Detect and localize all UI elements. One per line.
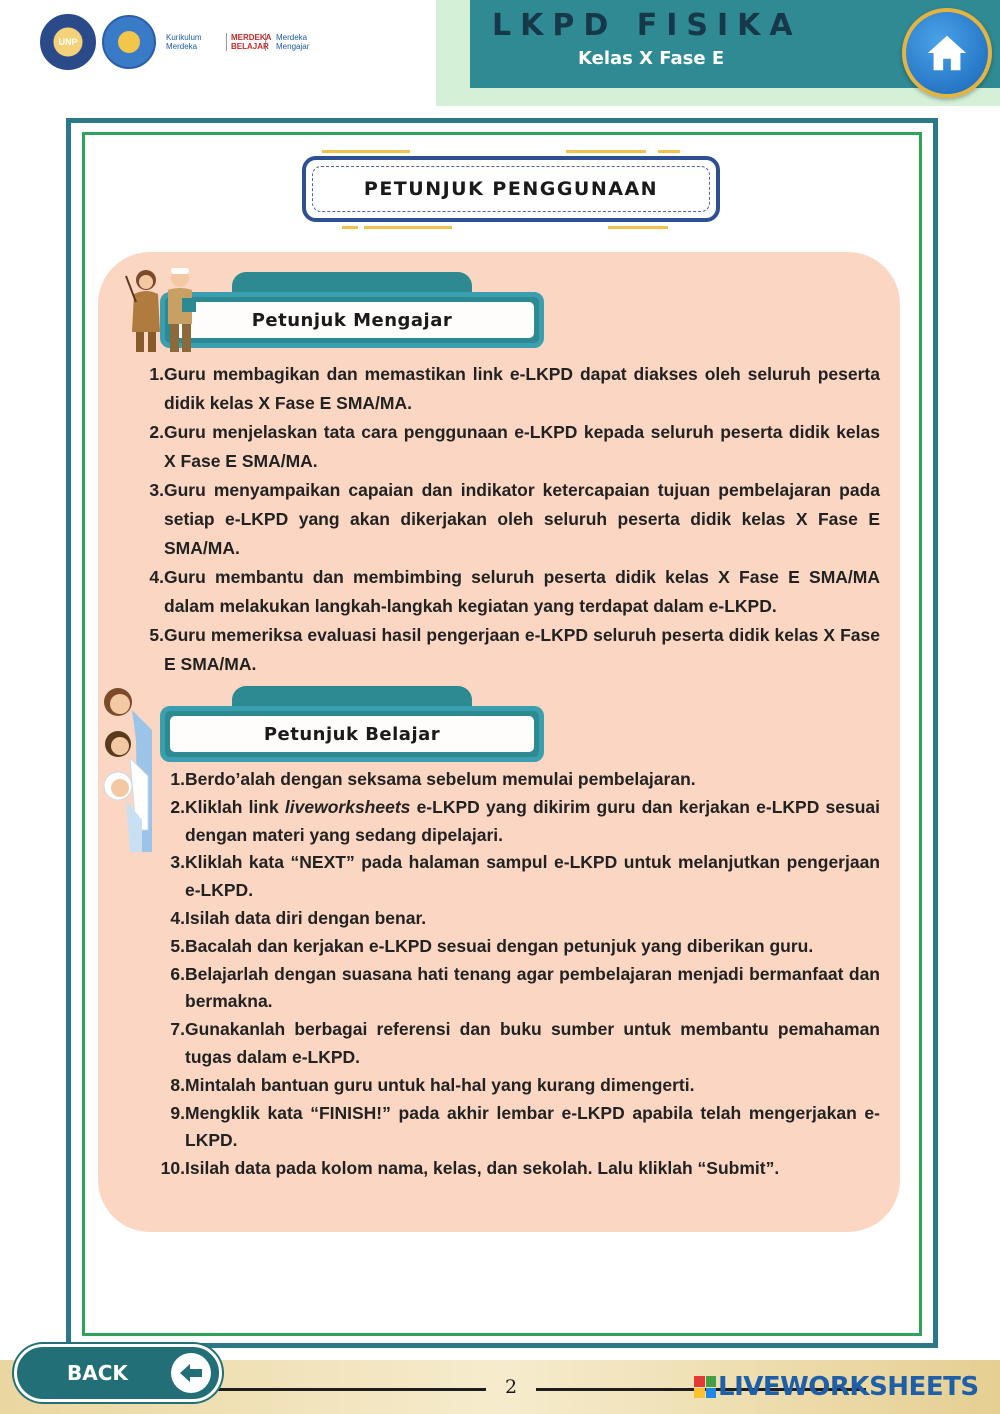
liveworksheets-cube-icon bbox=[694, 1376, 716, 1398]
list-item-text: Berdo’alah dengan seksama sebelum memulai pembelajaran. bbox=[185, 769, 696, 789]
learning-section-title: Petunjuk Belajar bbox=[263, 723, 441, 745]
list-item-text-part: e-LKPD yang dikirim guru dan kerjakan e-LKPD sesuai dengan materi yang sedang dipelajari. bbox=[185, 796, 880, 845]
list-item-text: Kliklah kata “NEXT” pada halaman sampul e-LKPD untuk melanjutkan pengerjaan e-LKPD. bbox=[185, 852, 880, 901]
page-number: 2 bbox=[504, 1376, 518, 1398]
list-item-number: 3. bbox=[170, 852, 185, 873]
back-button-label: BACK bbox=[67, 1361, 128, 1385]
teaching-section-label bbox=[160, 292, 544, 348]
list-item-text: Guru membantu dan membimbing seluruh peserta didik kelas X Fase E SMA/MA dalam melakukan langkah-langkah kegiatan yang terdapat dalam e-LKPD. bbox=[164, 567, 880, 616]
list-item-number: 7. bbox=[170, 1019, 185, 1040]
list-item-text: Gunakanlah berbagai referensi dan buku sumber untuk membantu pemahaman tugas dalam e-LKPD. bbox=[185, 1019, 880, 1067]
list-item bbox=[150, 1016, 880, 1072]
title-ornament-line bbox=[342, 226, 358, 229]
list-item-text: Isilah data diri dengan benar. bbox=[185, 907, 427, 928]
list-item-number: 1. bbox=[149, 364, 164, 384]
list-item bbox=[150, 933, 880, 961]
back-button[interactable] bbox=[14, 1344, 222, 1402]
list-item-number: 5. bbox=[149, 625, 164, 645]
list-item-number: 8. bbox=[170, 1074, 185, 1095]
merdeka-mengajar-logo: Merdeka Mengajar bbox=[276, 33, 310, 51]
title-ornament-line bbox=[364, 226, 452, 229]
list-item-number: 5. bbox=[170, 935, 185, 956]
title-ornament-line bbox=[566, 150, 646, 153]
title-ornament-line bbox=[658, 150, 680, 153]
teachers-illustration bbox=[118, 262, 208, 354]
list-item-text: Mintalah bantuan guru untuk hal-hal yang kurang dimengerti. bbox=[185, 1074, 695, 1095]
header-subtitle: Kelas X Fase E bbox=[578, 48, 725, 69]
list-item-text: Guru menyampaikan capaian dan indikator ketercapaian tujuan pembelajaran pada setiap e-LKPD yang akan dikerjakan oleh seluruh peserta didik kelas X Fase E SMA/MA. bbox=[164, 480, 880, 558]
home-icon bbox=[924, 30, 970, 76]
page-title-box bbox=[302, 156, 720, 222]
page-title: PETUNJUK PENGGUNAAN bbox=[363, 178, 659, 200]
list-item bbox=[150, 849, 880, 905]
list-item bbox=[150, 794, 880, 850]
list-item-text: Belajarlah dengan suasana hati tenang agar pembelajaran menjadi bermanfaat dan bermakna. bbox=[185, 963, 880, 1012]
list-item-text: Guru menjelaskan tata cara penggunaan e-LKPD kepada seluruh peserta didik kelas X Fase E SMA/MA. bbox=[164, 422, 880, 471]
list-item bbox=[150, 1072, 880, 1100]
list-item bbox=[150, 1155, 880, 1183]
merdeka-belajar-logo: MERDEKA BELAJAR bbox=[226, 33, 266, 51]
list-item-number: 4. bbox=[149, 567, 164, 587]
list-item-number: 6. bbox=[170, 963, 185, 984]
liveworksheets-logo[interactable] bbox=[694, 1372, 979, 1402]
kemendikbud-logo bbox=[102, 15, 156, 69]
list-item bbox=[140, 476, 880, 563]
teaching-instructions-list bbox=[140, 360, 880, 679]
title-ornament-line bbox=[322, 150, 410, 153]
list-item-text: Mengklik kata “FINISH!” pada akhir lembar e-LKPD apabila telah mengerjakan e-LKPD. bbox=[185, 1102, 880, 1151]
kurikulum-merdeka-logo: Kurikulum Merdeka bbox=[166, 33, 202, 51]
list-item-text-part: Kliklah link bbox=[185, 796, 285, 817]
list-item bbox=[140, 621, 880, 679]
list-item-number: 2. bbox=[170, 796, 185, 817]
list-item-number: 1. bbox=[170, 769, 185, 789]
list-item bbox=[140, 563, 880, 621]
list-item-number: 3. bbox=[149, 480, 164, 500]
list-item-text: Bacalah dan kerjakan e-LKPD sesuai dengan petunjuk yang diberikan guru. bbox=[185, 935, 814, 956]
learning-section-label bbox=[160, 706, 544, 762]
list-item-text: Guru membagikan dan memastikan link e-LKPD dapat diakses oleh seluruh peserta didik kelas X Fase E SMA/MA. bbox=[164, 364, 880, 413]
learning-label-inner bbox=[170, 716, 534, 752]
teaching-label-inner bbox=[170, 302, 534, 338]
teaching-section-title: Petunjuk Mengajar bbox=[251, 309, 453, 331]
title-ornament-line bbox=[608, 226, 668, 229]
list-item-text: Isilah data pada kolom nama, kelas, dan sekolah. Lalu kliklah “Submit”. bbox=[185, 1158, 780, 1179]
partner-logos bbox=[40, 14, 320, 70]
list-item-number: 10. bbox=[160, 1158, 185, 1179]
home-button[interactable] bbox=[902, 8, 992, 98]
unp-seal-logo bbox=[40, 14, 96, 70]
header-title: LKPD FISIKA bbox=[492, 8, 802, 43]
list-item bbox=[150, 1100, 880, 1156]
list-item bbox=[150, 766, 880, 794]
unp-logo-text: UNP bbox=[58, 37, 78, 47]
arrow-left-icon bbox=[171, 1353, 211, 1393]
list-item bbox=[150, 905, 880, 933]
list-item bbox=[150, 961, 880, 1017]
list-item-text bbox=[185, 794, 880, 850]
list-item-number: 2. bbox=[149, 422, 164, 442]
list-item-number: 4. bbox=[170, 907, 185, 928]
list-item-number: 9. bbox=[170, 1102, 185, 1123]
list-item bbox=[140, 418, 880, 476]
learning-instructions-list bbox=[150, 766, 880, 1183]
list-item bbox=[140, 360, 880, 418]
list-item-text: Guru memeriksa evaluasi hasil pengerjaan e-LKPD seluruh peserta didik kelas X Fase E SMA/MA. bbox=[164, 625, 880, 674]
liveworksheets-term: liveworksheets bbox=[284, 796, 411, 817]
liveworksheets-brand: LIVEWORKSHEETS bbox=[718, 1372, 979, 1402]
students-illustration bbox=[96, 680, 158, 852]
